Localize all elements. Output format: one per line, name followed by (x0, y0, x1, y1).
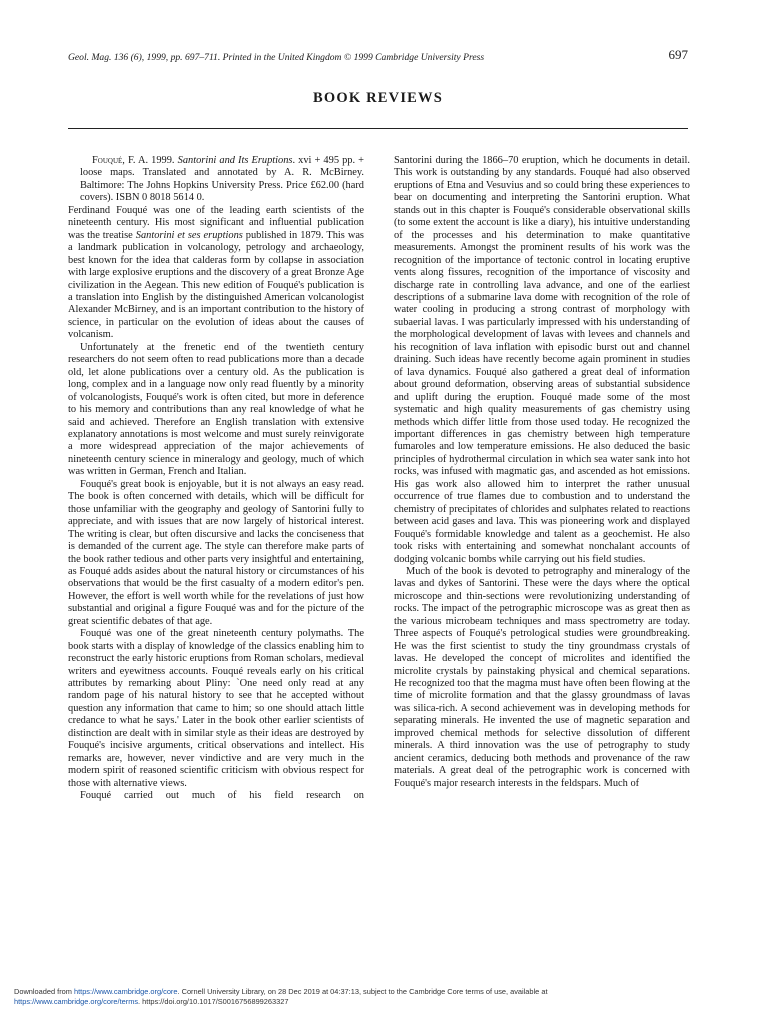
citation-book-title: Santorini and Its Eruptions (177, 155, 293, 166)
citation-year: , F. A. 1999. (122, 155, 175, 166)
book-citation (68, 155, 364, 205)
paragraph-2: Unfortunately at the frenetic end of the twentieth century researchers do not seem often to read publications more than a decade old, let alone publications over a century old. As the publication is long, complex and in a language now only read fluently by a minority of volcanologists, Fouqué's work is often cited, but more in deference to his memory and contributions than any real knowledge of what he said and achieved. Therefore an English translation with extensive explanatory annotations is most welcome and must surely reinvigorate a more widespread appreciation of the major achievements of nineteenth century science in mineralogy and geology, much of which was written in German, French and Italian. (68, 341, 364, 478)
page-number: 697 (668, 47, 688, 62)
paragraph-1-text-b: published in 1879. This was a landmark publication in volcanology, petrology and archaeology, best known for the idea that calderas form by collapse in association with large explosive eruptions and the discovery of a great Bronze Age civilization in the Aegean. This new edition of Fouqué's publication is a translation into English by the distinguished American volcanologist Alexander McBirney, and is an important contribution to the history of science, in particular on the evolution of ideas about the causes of volcanism. (68, 229, 364, 341)
header-rule (68, 128, 688, 129)
paragraph-1-text-a: Ferdinand Fouqué was one of the leading earth scientists of the nineteenth century. His most significant and influential publication was the treatise (68, 204, 364, 241)
footer-access-text: . Cornell University Library, on 28 Dec 2019 at 04:37:13, subject to the Cambridge Core terms of use, available at (177, 987, 548, 996)
paragraph-3: Fouqué's great book is enjoyable, but it is not always an easy read. The book is often concerned with details, which will be difficult for those unfamiliar with the geography and geology of Santorini fully to appreciate, and with issues that are now largely of historical interest. The writing is clear, but often discursive and lacks the conciseness that is demanded of the current age. The style can therefore make parts of the book rather tedious and other parts very insightful and entertaining, as Fouqué adds asides about the natural history or circumstances of his observations that would be the first casualty of a modern editor's pen. However, the effort is well worth while for the revelations of just how substantial and original a figure Fouqué was and for the picture of the great scientific debates of that age. (68, 478, 364, 627)
footer-downloaded-from: Downloaded from (14, 987, 74, 996)
paragraph-5: Fouqué carried out much of his field research on (80, 790, 364, 802)
footer-doi: . https://doi.org/10.1017/S0016756899263327 (138, 997, 289, 1006)
download-footer (14, 987, 714, 1007)
paragraph-6: Santorini during the 1866–70 eruption, which he documents in detail. This work is outstanding by any standards. Fouqué had also observed eruptions of Etna and Vesuvius and so could bring these experiences to bear on documenting and interpreting the Santorini eruption. What stands out in this chapter is Fouqué's considerable observational skills (to some extent the account is like a diary), his intuitive understanding of the processes and his determination to make quantitative measurements. Amongst the prominent results of his work was the recognition of the importance of tectonic control in locating eruptive vents along fissures, recognition of the importance of viscosity and discharge rate in controlling lava advance, and one of the earliest descriptions of a submarine lava dome with recognition of the role of water cooling in producing a strong contrast of morphology with subaerial lavas. I was particularly impressed with his understanding of the morphological development of lavas with levees and channels and his recognition of lava inflation with episodic burst out and channel draining. Such ideas have recently become again prominent in studies of lava dynamics. Fouqué also gathered a great deal of information about ground deformation, observing areas of substantial subsidence and uplift during the eruption. Fouqué made some of the most systematic and high quality measurements of gas chemistry using methods which differ little from those used today. He recognized the important differences in gas chemistry between high temperature fumaroles and low temperature emissions. He also deduced the basic principles of hydrothermal circulation in which sea water sank into hot rocks, was infused with magmatic gas, and ascended as hot emissions. His gas work also allowed him to interpret the rather unusual occurrence of true flames due to combustion and to understand the chemistry of precipitates of chlorides and sulphates related to reactions between acid gases and lava. This was pioneering work and displayed Fouqué's formidable knowledge and talent as a geochemist. He also took risks with entertaining and somewhat nonchalant accounts of dodging volcanic bombs while carrying out his field studies. (394, 155, 690, 565)
citation-author: Fouqué (92, 155, 123, 166)
core-link[interactable]: https://www.cambridge.org/core (73, 987, 178, 996)
terms-link[interactable]: https://www.cambridge.org/core/terms (14, 997, 139, 1006)
paragraph-4: Fouqué was one of the great nineteenth century polymaths. The book starts with a display of knowledge of the classics enabling him to reconstruct the early historic eruptions from Roman scholars, medieval writers and eyewitness accounts. Fouqué reveals early on his critical attributes by remarking about Pliny: `One need only read at any random page of his natural history to see that he accepted without question any information that came to him; so one should attach little credance to what he says.' Later in the book other earlier scientists of distinction are dealt with in similar style as their ideas are destroyed by Fouqué's incisive arguments, critical observations and intellect. His remarks are, however, never vindictive and are very much in the modern spirit of reasoned scientific criticism with obvious respect for those with alternative views. (68, 628, 364, 789)
citation-details: . xvi + 495 pp. + loose maps. Translated and annotated by A. R. McBirney. Baltimore: The Johns Hopkins University Press. Price £62.00 (hard covers). ISBN 0 8018 5614 0. (80, 155, 364, 204)
paragraph-1-title: Santorini et ses eruptions (135, 229, 243, 241)
right-column (394, 155, 690, 790)
journal-header (68, 47, 688, 65)
left-column (68, 155, 364, 803)
journal-citation-line: Geol. Mag. 136 (6), 1999, pp. 697–711. Printed in the United Kingdom © 1999 Cambridge University Press (68, 52, 485, 63)
section-title: BOOK REVIEWS (312, 90, 444, 106)
paragraph-7: Much of the book is devoted to petrography and mineralogy of the lavas and dykes of Santorini. These were the days where the optical microscope and thin-sections were revolutionizing understanding of rocks. The impact of the petrographic microscope was as great then as the various microbeam techniques and mass spectrometry are today. Three aspects of Fouqué's petrological studies were groundbreaking. He was the first scientist to study the tiny groundmass crystals of lavas. He developed the concept of microlites and identified the microlite crystals by painstaking physical and chemical separations. He recognized too that the magma must have often been flowing at the time of microlite formation and that the glassy groundmass of lavas was silica-rich. A second achievement was in developing methods for separating minerals. He invented the use of magnetic separation and improved chemical methods for selective dissolution of different minerals. A third innovation was the use of petrography to study ancient ceramics, deducing both methods and provenance of the raw materials. A great deal of the petrographic work is concerned with Fouqué's major research interests in the feldspars. Much of (394, 565, 690, 789)
paragraph-1 (68, 205, 364, 342)
